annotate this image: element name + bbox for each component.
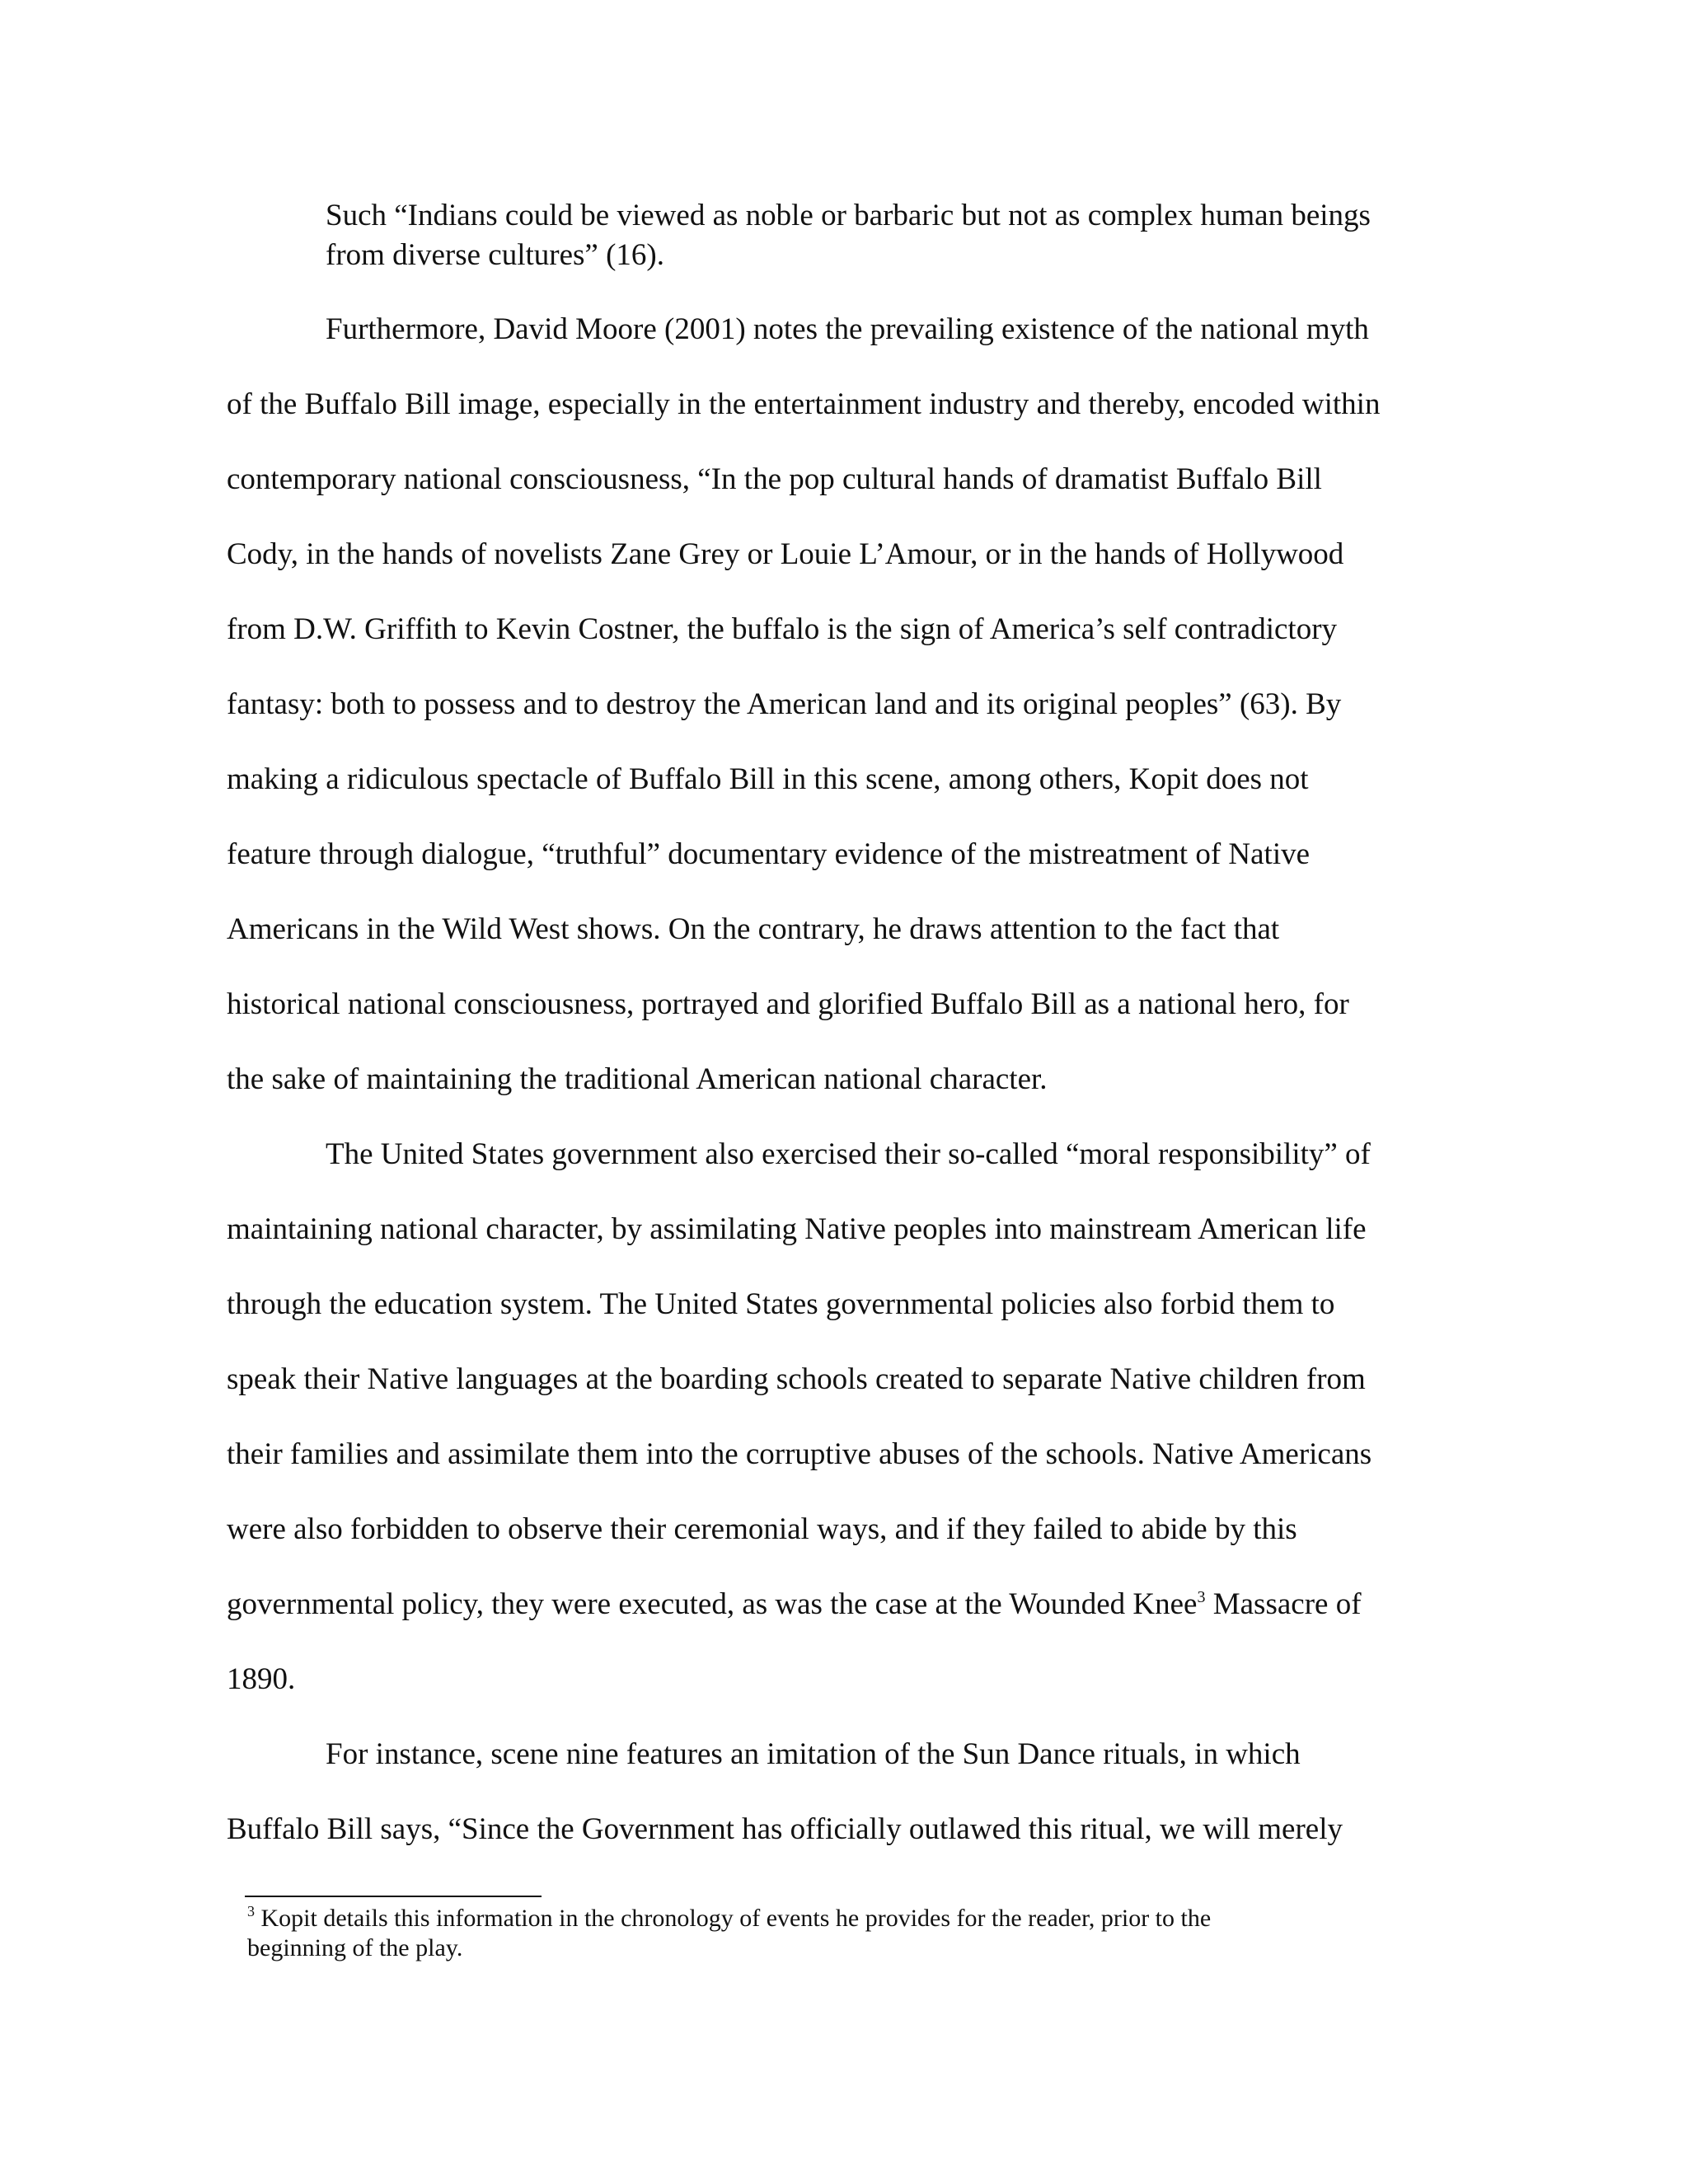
paragraph-line: of the Buffalo Bill image, especially in the entertainment industry and thereby, encoded within: [227, 387, 1381, 421]
footnote-text: Kopit details this information in the chronology of events he provides for the reader, prior to the: [255, 1905, 1212, 1932]
footnote-separator: [245, 1896, 542, 1897]
paragraph-line: maintaining national character, by assimilating Native peoples into mainstream American life: [227, 1212, 1367, 1246]
paragraph-line-with-footnote: [227, 1586, 1362, 1623]
paragraph-line: making a ridiculous spectacle of Buffalo Bill in this scene, among others, Kopit does not: [227, 762, 1309, 796]
paragraph-line: through the education system. The United States governmental policies also forbid them to: [227, 1287, 1335, 1321]
paragraph-line: from D.W. Griffith to Kevin Costner, the buffalo is the sign of America’s self contradictory: [227, 612, 1338, 646]
paragraph-line: 1890.: [227, 1662, 296, 1696]
paragraph-line: Buffalo Bill says, “Since the Government has officially outlawed this ritual, we will merely: [227, 1812, 1343, 1846]
paragraph-line: feature through dialogue, “truthful” documentary evidence of the mistreatment of Native: [227, 837, 1311, 871]
paragraph-line: were also forbidden to observe their ceremonial ways, and if they failed to abide by this: [227, 1512, 1297, 1546]
paragraph-line: historical national consciousness, portrayed and glorified Buffalo Bill as a national hero, for: [227, 987, 1349, 1021]
paragraph-line: fantasy: both to possess and to destroy the American land and its original peoples” (63). By: [227, 687, 1342, 721]
paragraph-line: speak their Native languages at the boarding schools created to separate Native children from: [227, 1362, 1366, 1396]
block-quote-line: from diverse cultures” (16).: [326, 238, 664, 272]
footnote-line: [247, 1904, 1211, 1933]
footnote-marker: 3: [247, 1903, 255, 1919]
paragraph-text: Massacre of: [1205, 1587, 1362, 1621]
paragraph-text: governmental policy, they were executed, as was the case at the Wounded Knee: [227, 1587, 1198, 1621]
paragraph-line: Cody, in the hands of novelists Zane Grey or Louie L’Amour, or in the hands of Hollywood: [227, 537, 1344, 571]
paragraph-line: Americans in the Wild West shows. On the contrary, he draws attention to the fact that: [227, 912, 1280, 946]
paragraph-line: For instance, scene nine features an imitation of the Sun Dance rituals, in which: [326, 1737, 1301, 1771]
paragraph-line: the sake of maintaining the traditional American national character.: [227, 1062, 1048, 1096]
footnote-reference[interactable]: 3: [1197, 1588, 1206, 1606]
paragraph-line: their families and assimilate them into the corruptive abuses of the schools. Native Americans: [227, 1437, 1372, 1471]
paragraph-line: Furthermore, David Moore (2001) notes the prevailing existence of the national myth: [326, 312, 1369, 346]
paragraph-line: contemporary national consciousness, “In the pop cultural hands of dramatist Buffalo Bill: [227, 462, 1322, 496]
footnote-line: beginning of the play.: [247, 1934, 463, 1961]
paragraph-line: The United States government also exercised their so-called “moral responsibility” of: [326, 1137, 1371, 1171]
block-quote-line: Such “Indians could be viewed as noble or barbaric but not as complex human beings: [326, 199, 1371, 232]
